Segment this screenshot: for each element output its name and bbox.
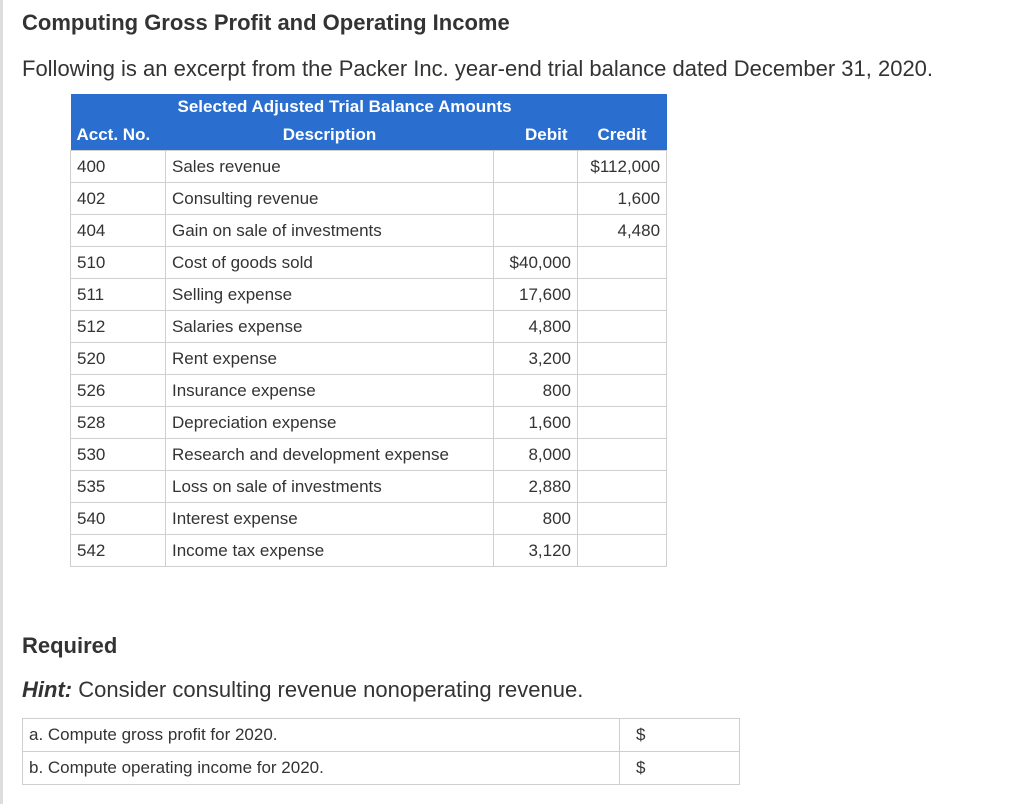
- hint-label: Hint:: [22, 677, 73, 702]
- debit-cell: $40,000: [494, 247, 578, 279]
- debit-cell: 3,200: [494, 343, 578, 375]
- credit-cell: [578, 471, 667, 503]
- acct-cell: 528: [71, 407, 166, 439]
- hint-text: [22, 677, 583, 703]
- acct-cell: 402: [71, 183, 166, 215]
- description-cell: Sales revenue: [166, 151, 494, 183]
- credit-cell: [578, 535, 667, 567]
- debit-cell: [494, 151, 578, 183]
- description-cell: Research and development expense: [166, 439, 494, 471]
- answer-table: [22, 718, 740, 785]
- debit-cell: [494, 215, 578, 247]
- debit-cell: 3,120: [494, 535, 578, 567]
- description-cell: Salaries expense: [166, 311, 494, 343]
- description-cell: Loss on sale of investments: [166, 471, 494, 503]
- table-row: [71, 215, 667, 247]
- currency-symbol: $: [636, 758, 646, 777]
- acct-cell: 530: [71, 439, 166, 471]
- debit-cell: 17,600: [494, 279, 578, 311]
- table-caption: Selected Adjusted Trial Balance Amounts: [71, 94, 667, 120]
- credit-cell: [578, 247, 667, 279]
- table-row: [71, 151, 667, 183]
- acct-cell: 542: [71, 535, 166, 567]
- description-cell: Selling expense: [166, 279, 494, 311]
- debit-cell: 4,800: [494, 311, 578, 343]
- acct-cell: 400: [71, 151, 166, 183]
- acct-cell: 520: [71, 343, 166, 375]
- intro-text: Following is an excerpt from the Packer Inc. year-end trial balance dated December 31, 2020.: [22, 56, 934, 81]
- description-cell: Gain on sale of investments: [166, 215, 494, 247]
- required-heading: Required: [22, 633, 118, 658]
- debit-cell: 2,880: [494, 471, 578, 503]
- debit-cell: [494, 183, 578, 215]
- answer-a-field[interactable]: [620, 719, 740, 752]
- credit-cell: [578, 343, 667, 375]
- credit-cell: [578, 311, 667, 343]
- question-row: [23, 719, 740, 752]
- debit-cell: 8,000: [494, 439, 578, 471]
- acct-cell: 511: [71, 279, 166, 311]
- question-row: [23, 752, 740, 785]
- acct-cell: 510: [71, 247, 166, 279]
- description-cell: Rent expense: [166, 343, 494, 375]
- table-row: [71, 407, 667, 439]
- question-a-text: a. Compute gross profit for 2020.: [23, 719, 620, 752]
- left-border: [0, 0, 3, 804]
- header-acct-no: Acct. No.: [71, 120, 166, 151]
- table-row: [71, 535, 667, 567]
- table-row: [71, 343, 667, 375]
- acct-cell: 540: [71, 503, 166, 535]
- description-cell: Consulting revenue: [166, 183, 494, 215]
- table-row: [71, 439, 667, 471]
- answer-b-field[interactable]: [620, 752, 740, 785]
- acct-cell: 526: [71, 375, 166, 407]
- table-row: [71, 471, 667, 503]
- credit-cell: 4,480: [578, 215, 667, 247]
- description-cell: Insurance expense: [166, 375, 494, 407]
- table-row: [71, 503, 667, 535]
- acct-cell: 512: [71, 311, 166, 343]
- credit-cell: [578, 279, 667, 311]
- table-row: [71, 247, 667, 279]
- table-row: [71, 183, 667, 215]
- page-title: Computing Gross Profit and Operating Income: [22, 10, 510, 35]
- description-cell: Depreciation expense: [166, 407, 494, 439]
- credit-cell: [578, 503, 667, 535]
- hint-body: Consider consulting revenue nonoperating revenue.: [72, 677, 584, 702]
- credit-cell: [578, 407, 667, 439]
- table-row: [71, 375, 667, 407]
- debit-cell: 800: [494, 503, 578, 535]
- credit-cell: [578, 439, 667, 471]
- debit-cell: 1,600: [494, 407, 578, 439]
- header-credit: Credit: [578, 120, 667, 151]
- debit-cell: 800: [494, 375, 578, 407]
- header-debit: Debit: [494, 120, 578, 151]
- credit-cell: 1,600: [578, 183, 667, 215]
- description-cell: Interest expense: [166, 503, 494, 535]
- currency-symbol: $: [636, 725, 646, 744]
- description-cell: Cost of goods sold: [166, 247, 494, 279]
- credit-cell: [578, 375, 667, 407]
- question-b-text: b. Compute operating income for 2020.: [23, 752, 620, 785]
- trial-balance-table: [70, 94, 667, 567]
- credit-cell: $112,000: [578, 151, 667, 183]
- table-row: [71, 279, 667, 311]
- description-cell: Income tax expense: [166, 535, 494, 567]
- acct-cell: 535: [71, 471, 166, 503]
- header-description: Description: [166, 120, 494, 151]
- acct-cell: 404: [71, 215, 166, 247]
- table-row: [71, 311, 667, 343]
